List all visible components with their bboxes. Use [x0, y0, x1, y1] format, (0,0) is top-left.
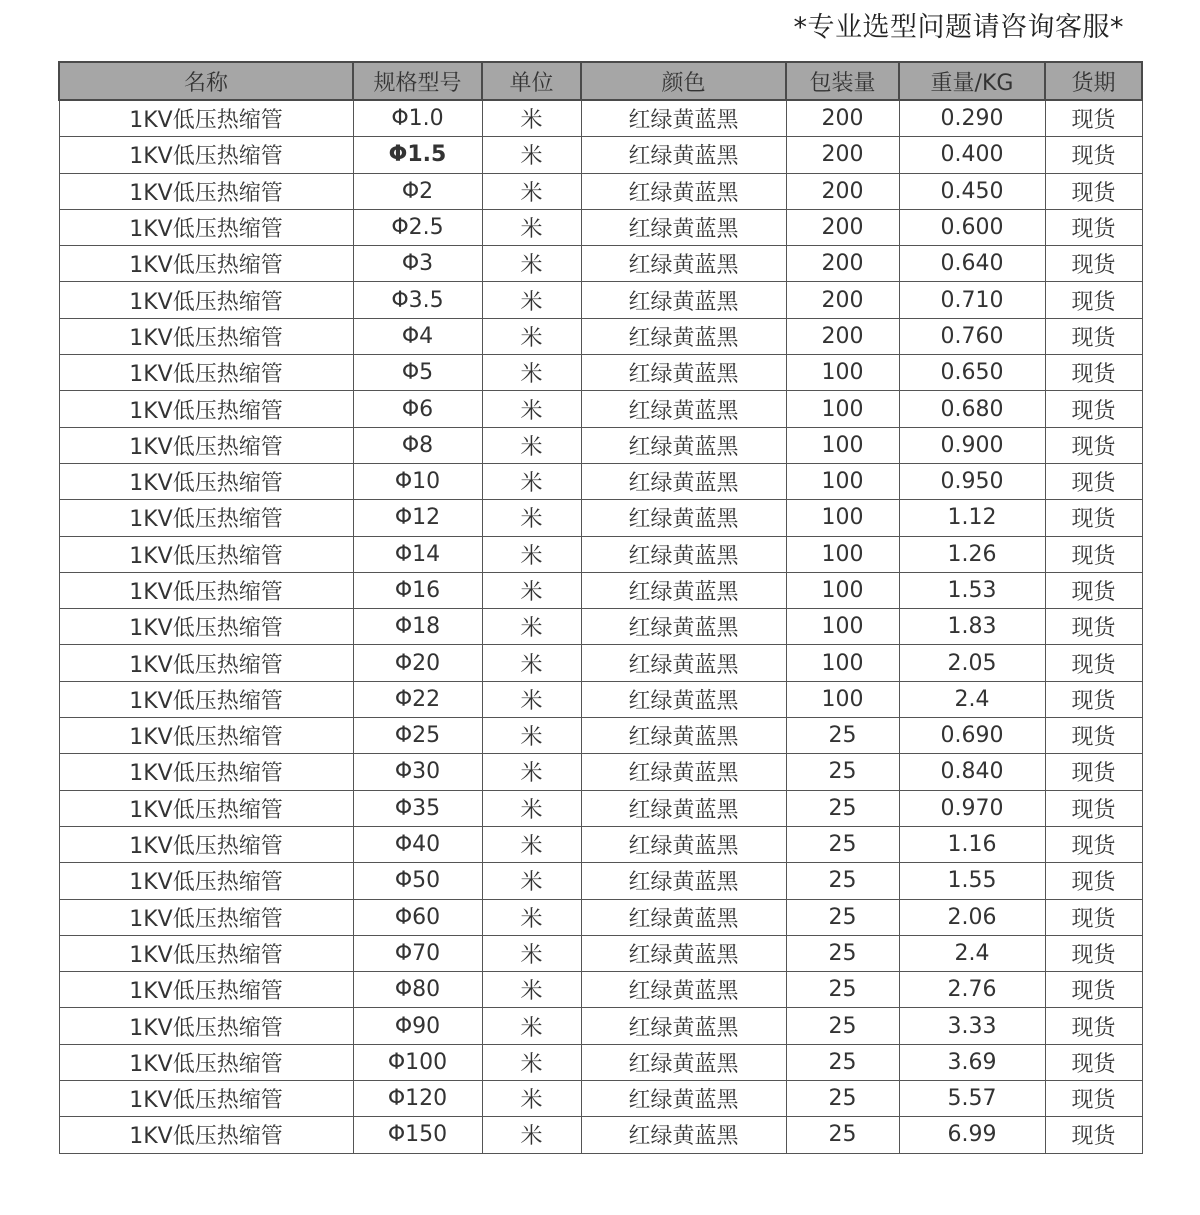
- cell-spec: Φ35: [353, 790, 482, 826]
- cell-spec: Φ120: [353, 1081, 482, 1117]
- cell-color: 红绿黄蓝黑: [581, 1044, 786, 1080]
- cell-weight: 6.99: [899, 1117, 1045, 1153]
- cell-delivery: 现货: [1045, 137, 1142, 173]
- cell-delivery: 现货: [1045, 790, 1142, 826]
- cell-spec: Φ1.5: [353, 137, 482, 173]
- cell-color: 红绿黄蓝黑: [581, 826, 786, 862]
- cell-delivery: 现货: [1045, 500, 1142, 536]
- table-row: [59, 282, 1142, 318]
- cell-color: 红绿黄蓝黑: [581, 609, 786, 645]
- cell-unit: 米: [482, 391, 581, 427]
- cell-delivery: 现货: [1045, 572, 1142, 608]
- cell-spec: Φ60: [353, 899, 482, 935]
- cell-spec: Φ90: [353, 1008, 482, 1044]
- cell-weight: 2.76: [899, 972, 1045, 1008]
- cell-color: 红绿黄蓝黑: [581, 100, 786, 137]
- cell-spec: Φ50: [353, 863, 482, 899]
- cell-package-qty: 100: [786, 536, 899, 572]
- cell-unit: 米: [482, 935, 581, 971]
- table-row: [59, 754, 1142, 790]
- cell-name: 1KV低压热缩管: [59, 173, 353, 209]
- cell-package-qty: 200: [786, 282, 899, 318]
- cell-weight: 0.690: [899, 718, 1045, 754]
- cell-name: 1KV低压热缩管: [59, 826, 353, 862]
- cell-color: 红绿黄蓝黑: [581, 1081, 786, 1117]
- table-row: [59, 899, 1142, 935]
- cell-weight: 0.450: [899, 173, 1045, 209]
- cell-unit: 米: [482, 246, 581, 282]
- cell-weight: 1.53: [899, 572, 1045, 608]
- cell-color: 红绿黄蓝黑: [581, 972, 786, 1008]
- cell-package-qty: 100: [786, 681, 899, 717]
- cell-name: 1KV低压热缩管: [59, 500, 353, 536]
- table-row: [59, 718, 1142, 754]
- cell-name: 1KV低压热缩管: [59, 863, 353, 899]
- cell-spec: Φ30: [353, 754, 482, 790]
- cell-delivery: 现货: [1045, 718, 1142, 754]
- cell-name: 1KV低压热缩管: [59, 645, 353, 681]
- cell-package-qty: 100: [786, 609, 899, 645]
- consult-note: *专业选型问题请咨询客服*: [793, 12, 1124, 43]
- cell-name: 1KV低压热缩管: [59, 427, 353, 463]
- table-row: [59, 572, 1142, 608]
- table-row: [59, 935, 1142, 971]
- table-row: [59, 609, 1142, 645]
- cell-weight: 2.06: [899, 899, 1045, 935]
- cell-color: 红绿黄蓝黑: [581, 173, 786, 209]
- cell-name: 1KV低压热缩管: [59, 209, 353, 245]
- table-row: [59, 100, 1142, 137]
- table-row: [59, 1044, 1142, 1080]
- table-row: [59, 681, 1142, 717]
- cell-unit: 米: [482, 1044, 581, 1080]
- cell-spec: Φ22: [353, 681, 482, 717]
- cell-weight: 5.57: [899, 1081, 1045, 1117]
- cell-weight: 1.55: [899, 863, 1045, 899]
- table-row: [59, 500, 1142, 536]
- cell-unit: 米: [482, 318, 581, 354]
- cell-spec: Φ8: [353, 427, 482, 463]
- cell-spec: Φ12: [353, 500, 482, 536]
- cell-color: 红绿黄蓝黑: [581, 935, 786, 971]
- cell-delivery: 现货: [1045, 935, 1142, 971]
- cell-package-qty: 25: [786, 1081, 899, 1117]
- cell-spec: Φ16: [353, 572, 482, 608]
- cell-color: 红绿黄蓝黑: [581, 282, 786, 318]
- cell-unit: 米: [482, 209, 581, 245]
- cell-unit: 米: [482, 137, 581, 173]
- cell-package-qty: 25: [786, 754, 899, 790]
- cell-package-qty: 200: [786, 246, 899, 282]
- cell-unit: 米: [482, 972, 581, 1008]
- cell-spec: Φ6: [353, 391, 482, 427]
- cell-unit: 米: [482, 681, 581, 717]
- table-row: [59, 645, 1142, 681]
- cell-weight: 2.4: [899, 935, 1045, 971]
- column-header-weight: 重量/KG: [899, 62, 1045, 100]
- cell-delivery: 现货: [1045, 209, 1142, 245]
- cell-color: 红绿黄蓝黑: [581, 355, 786, 391]
- cell-color: 红绿黄蓝黑: [581, 463, 786, 499]
- table-header-row: [59, 62, 1142, 100]
- cell-spec: Φ10: [353, 463, 482, 499]
- column-header-delivery: 货期: [1045, 62, 1142, 100]
- cell-unit: 米: [482, 790, 581, 826]
- cell-color: 红绿黄蓝黑: [581, 536, 786, 572]
- cell-delivery: 现货: [1045, 899, 1142, 935]
- cell-spec: Φ70: [353, 935, 482, 971]
- cell-delivery: 现货: [1045, 754, 1142, 790]
- table-row: [59, 391, 1142, 427]
- table-row: [59, 972, 1142, 1008]
- cell-unit: 米: [482, 1008, 581, 1044]
- cell-color: 红绿黄蓝黑: [581, 209, 786, 245]
- cell-weight: 1.16: [899, 826, 1045, 862]
- cell-name: 1KV低压热缩管: [59, 681, 353, 717]
- cell-weight: 0.600: [899, 209, 1045, 245]
- cell-color: 红绿黄蓝黑: [581, 899, 786, 935]
- cell-spec: Φ1.0: [353, 100, 482, 137]
- cell-spec: Φ2.5: [353, 209, 482, 245]
- cell-package-qty: 100: [786, 463, 899, 499]
- cell-weight: 2.4: [899, 681, 1045, 717]
- cell-package-qty: 25: [786, 899, 899, 935]
- cell-name: 1KV低压热缩管: [59, 246, 353, 282]
- cell-weight: 3.33: [899, 1008, 1045, 1044]
- table-row: [59, 463, 1142, 499]
- cell-delivery: 现货: [1045, 863, 1142, 899]
- table-row: [59, 1081, 1142, 1117]
- table-row: [59, 1117, 1142, 1153]
- cell-unit: 米: [482, 572, 581, 608]
- cell-color: 红绿黄蓝黑: [581, 500, 786, 536]
- table-row: [59, 355, 1142, 391]
- cell-weight: 0.650: [899, 355, 1045, 391]
- cell-name: 1KV低压热缩管: [59, 282, 353, 318]
- cell-delivery: 现货: [1045, 318, 1142, 354]
- cell-color: 红绿黄蓝黑: [581, 863, 786, 899]
- cell-weight: 0.760: [899, 318, 1045, 354]
- cell-unit: 米: [482, 609, 581, 645]
- cell-spec: Φ3.5: [353, 282, 482, 318]
- cell-spec: Φ100: [353, 1044, 482, 1080]
- cell-unit: 米: [482, 863, 581, 899]
- table-row: [59, 209, 1142, 245]
- cell-delivery: 现货: [1045, 826, 1142, 862]
- cell-weight: 3.69: [899, 1044, 1045, 1080]
- cell-delivery: 现货: [1045, 972, 1142, 1008]
- cell-package-qty: 200: [786, 173, 899, 209]
- cell-name: 1KV低压热缩管: [59, 355, 353, 391]
- cell-spec: Φ80: [353, 972, 482, 1008]
- cell-delivery: 现货: [1045, 100, 1142, 137]
- cell-name: 1KV低压热缩管: [59, 1044, 353, 1080]
- cell-delivery: 现货: [1045, 391, 1142, 427]
- cell-spec: Φ5: [353, 355, 482, 391]
- column-header-spec: 规格型号: [353, 62, 482, 100]
- cell-color: 红绿黄蓝黑: [581, 391, 786, 427]
- cell-package-qty: 25: [786, 863, 899, 899]
- cell-weight: 0.900: [899, 427, 1045, 463]
- cell-spec: Φ20: [353, 645, 482, 681]
- cell-delivery: 现货: [1045, 427, 1142, 463]
- table-row: [59, 790, 1142, 826]
- cell-package-qty: 25: [786, 1008, 899, 1044]
- cell-unit: 米: [482, 282, 581, 318]
- cell-delivery: 现货: [1045, 1044, 1142, 1080]
- cell-name: 1KV低压热缩管: [59, 754, 353, 790]
- cell-color: 红绿黄蓝黑: [581, 681, 786, 717]
- cell-color: 红绿黄蓝黑: [581, 718, 786, 754]
- cell-color: 红绿黄蓝黑: [581, 572, 786, 608]
- cell-color: 红绿黄蓝黑: [581, 645, 786, 681]
- cell-unit: 米: [482, 1081, 581, 1117]
- cell-delivery: 现货: [1045, 246, 1142, 282]
- cell-delivery: 现货: [1045, 1117, 1142, 1153]
- cell-weight: 1.12: [899, 500, 1045, 536]
- cell-name: 1KV低压热缩管: [59, 572, 353, 608]
- cell-package-qty: 100: [786, 427, 899, 463]
- cell-unit: 米: [482, 645, 581, 681]
- cell-weight: 1.83: [899, 609, 1045, 645]
- cell-package-qty: 100: [786, 500, 899, 536]
- table-row: [59, 318, 1142, 354]
- cell-package-qty: 100: [786, 572, 899, 608]
- cell-name: 1KV低压热缩管: [59, 935, 353, 971]
- cell-color: 红绿黄蓝黑: [581, 1008, 786, 1044]
- cell-package-qty: 25: [786, 1117, 899, 1153]
- column-header-color: 颜色: [581, 62, 786, 100]
- cell-package-qty: 200: [786, 318, 899, 354]
- cell-unit: 米: [482, 826, 581, 862]
- cell-spec: Φ40: [353, 826, 482, 862]
- cell-weight: 0.680: [899, 391, 1045, 427]
- table-row: [59, 1008, 1142, 1044]
- cell-spec: Φ150: [353, 1117, 482, 1153]
- cell-delivery: 现货: [1045, 536, 1142, 572]
- cell-package-qty: 25: [786, 935, 899, 971]
- cell-name: 1KV低压热缩管: [59, 463, 353, 499]
- cell-name: 1KV低压热缩管: [59, 972, 353, 1008]
- cell-unit: 米: [482, 173, 581, 209]
- cell-name: 1KV低压热缩管: [59, 100, 353, 137]
- cell-name: 1KV低压热缩管: [59, 318, 353, 354]
- cell-spec: Φ25: [353, 718, 482, 754]
- cell-package-qty: 25: [786, 790, 899, 826]
- cell-delivery: 现货: [1045, 355, 1142, 391]
- cell-weight: 0.640: [899, 246, 1045, 282]
- cell-delivery: 现货: [1045, 609, 1142, 645]
- cell-name: 1KV低压热缩管: [59, 1081, 353, 1117]
- cell-weight: 0.290: [899, 100, 1045, 137]
- cell-color: 红绿黄蓝黑: [581, 246, 786, 282]
- cell-unit: 米: [482, 899, 581, 935]
- cell-weight: 0.840: [899, 754, 1045, 790]
- table-row: [59, 826, 1142, 862]
- table-row: [59, 427, 1142, 463]
- cell-spec: Φ2: [353, 173, 482, 209]
- cell-unit: 米: [482, 536, 581, 572]
- cell-name: 1KV低压热缩管: [59, 1008, 353, 1044]
- cell-color: 红绿黄蓝黑: [581, 318, 786, 354]
- cell-name: 1KV低压热缩管: [59, 1117, 353, 1153]
- cell-weight: 0.710: [899, 282, 1045, 318]
- cell-unit: 米: [482, 1117, 581, 1153]
- cell-unit: 米: [482, 100, 581, 137]
- cell-package-qty: 200: [786, 209, 899, 245]
- cell-package-qty: 25: [786, 718, 899, 754]
- cell-color: 红绿黄蓝黑: [581, 1117, 786, 1153]
- cell-name: 1KV低压热缩管: [59, 790, 353, 826]
- cell-name: 1KV低压热缩管: [59, 536, 353, 572]
- cell-package-qty: 100: [786, 645, 899, 681]
- cell-package-qty: 200: [786, 137, 899, 173]
- cell-package-qty: 100: [786, 355, 899, 391]
- cell-package-qty: 100: [786, 391, 899, 427]
- cell-spec: Φ14: [353, 536, 482, 572]
- cell-spec: Φ3: [353, 246, 482, 282]
- cell-delivery: 现货: [1045, 173, 1142, 209]
- cell-package-qty: 200: [786, 100, 899, 137]
- cell-name: 1KV低压热缩管: [59, 391, 353, 427]
- cell-weight: 0.970: [899, 790, 1045, 826]
- cell-delivery: 现货: [1045, 681, 1142, 717]
- cell-package-qty: 25: [786, 826, 899, 862]
- cell-color: 红绿黄蓝黑: [581, 427, 786, 463]
- cell-delivery: 现货: [1045, 463, 1142, 499]
- table-body: [59, 100, 1142, 1153]
- cell-unit: 米: [482, 500, 581, 536]
- column-header-package-qty: 包装量: [786, 62, 899, 100]
- cell-weight: 0.400: [899, 137, 1045, 173]
- cell-name: 1KV低压热缩管: [59, 899, 353, 935]
- column-header-name: 名称: [59, 62, 353, 100]
- cell-unit: 米: [482, 463, 581, 499]
- cell-name: 1KV低压热缩管: [59, 137, 353, 173]
- cell-delivery: 现货: [1045, 282, 1142, 318]
- cell-delivery: 现货: [1045, 1081, 1142, 1117]
- cell-package-qty: 25: [786, 1044, 899, 1080]
- table-row: [59, 863, 1142, 899]
- cell-unit: 米: [482, 754, 581, 790]
- cell-delivery: 现货: [1045, 1008, 1142, 1044]
- column-header-unit: 单位: [482, 62, 581, 100]
- cell-unit: 米: [482, 718, 581, 754]
- cell-color: 红绿黄蓝黑: [581, 790, 786, 826]
- table-row: [59, 137, 1142, 173]
- cell-weight: 2.05: [899, 645, 1045, 681]
- cell-package-qty: 25: [786, 972, 899, 1008]
- cell-delivery: 现货: [1045, 645, 1142, 681]
- table-row: [59, 246, 1142, 282]
- spec-table: [58, 61, 1143, 1154]
- cell-color: 红绿黄蓝黑: [581, 754, 786, 790]
- cell-spec: Φ18: [353, 609, 482, 645]
- cell-unit: 米: [482, 355, 581, 391]
- cell-weight: 0.950: [899, 463, 1045, 499]
- cell-name: 1KV低压热缩管: [59, 718, 353, 754]
- cell-color: 红绿黄蓝黑: [581, 137, 786, 173]
- cell-spec: Φ4: [353, 318, 482, 354]
- cell-unit: 米: [482, 427, 581, 463]
- table-row: [59, 536, 1142, 572]
- cell-name: 1KV低压热缩管: [59, 609, 353, 645]
- cell-weight: 1.26: [899, 536, 1045, 572]
- table-row: [59, 173, 1142, 209]
